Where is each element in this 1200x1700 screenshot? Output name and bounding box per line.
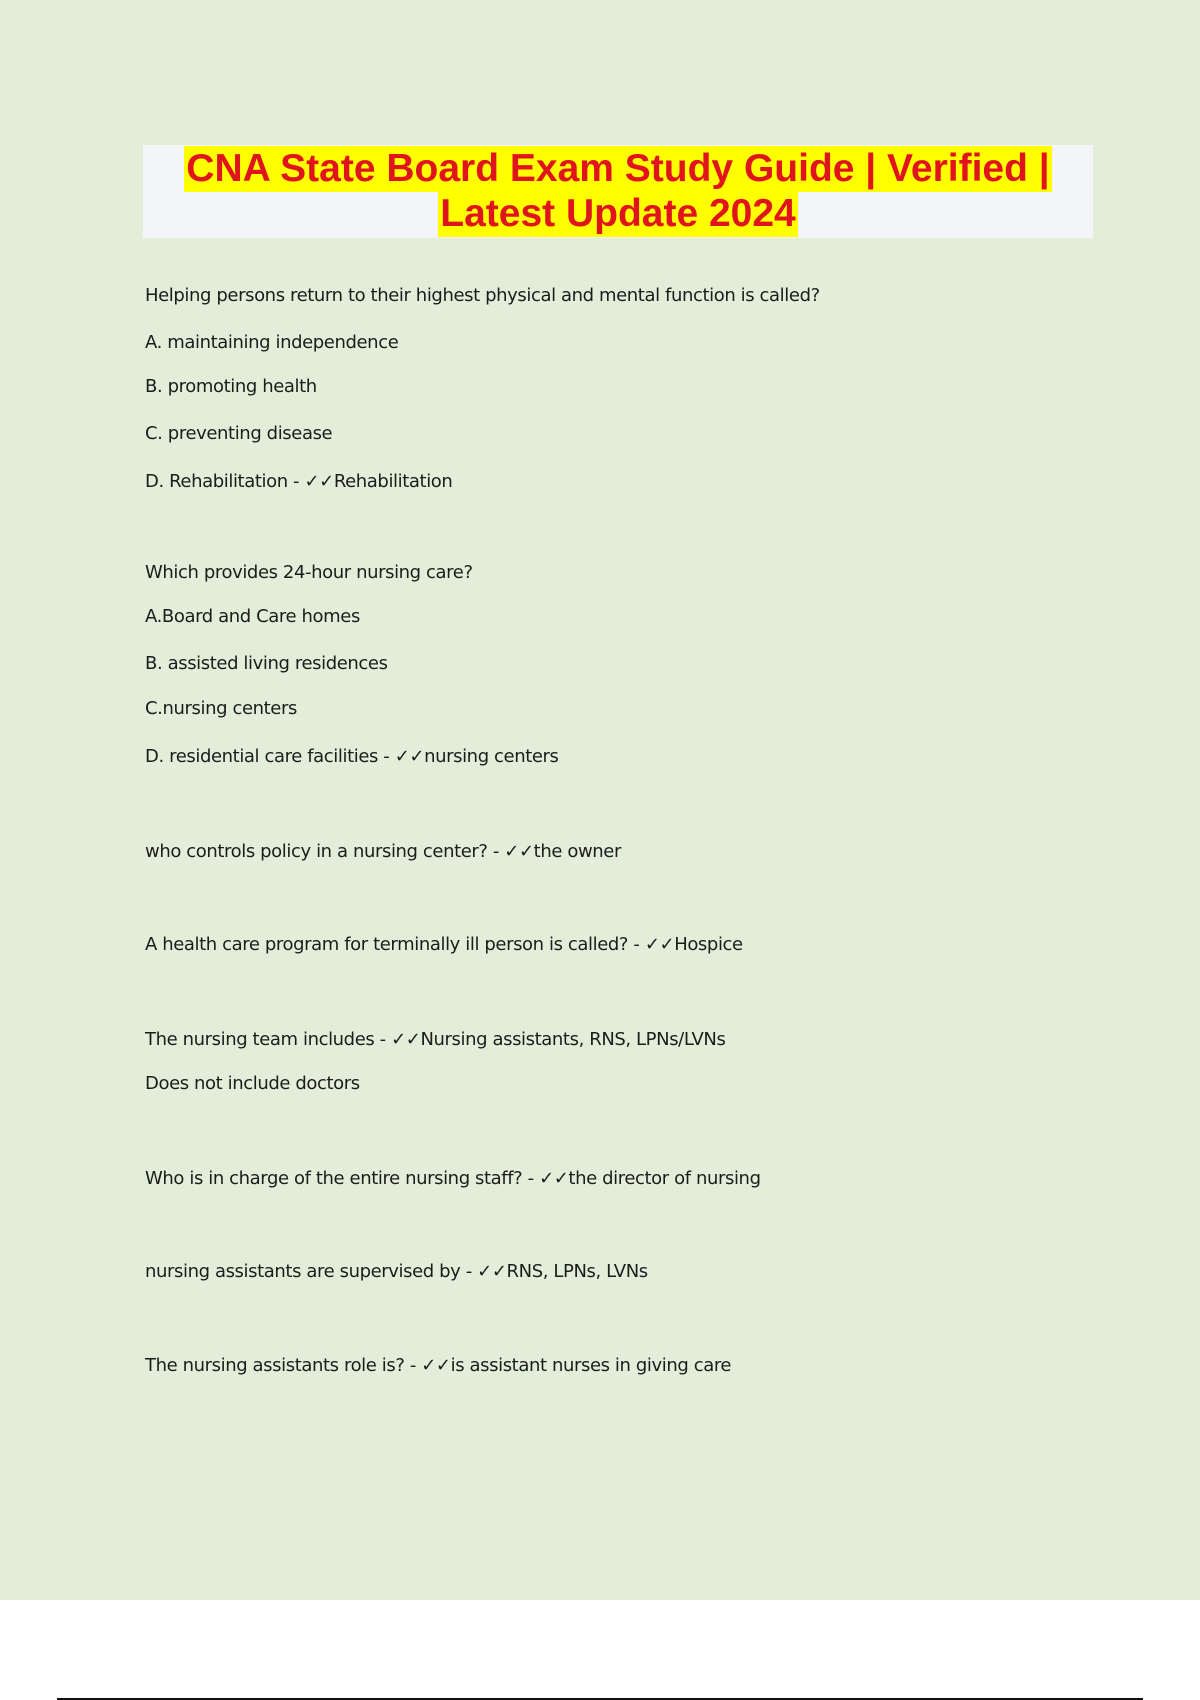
question-1-option-b: B. promoting health: [145, 376, 317, 397]
document-title-line-1: CNA State Board Exam Study Guide | Verified |: [186, 147, 1050, 190]
question-7-answer: nursing assistants are supervised by - ✓✓RNS, LPNs, LVNs: [145, 1261, 648, 1282]
document-title-line-2: Latest Update 2024: [440, 192, 796, 235]
question-5-note: Does not include doctors: [145, 1073, 360, 1094]
question-1-text: Helping persons return to their highest physical and mental function is called?: [145, 285, 820, 306]
question-2-text: Which provides 24-hour nursing care?: [145, 562, 473, 583]
title-box: [143, 145, 1093, 238]
question-4-answer: A health care program for terminally ill person is called? - ✓✓Hospice: [145, 934, 743, 955]
question-8-answer: The nursing assistants role is? - ✓✓is assistant nurses in giving care: [145, 1355, 732, 1376]
question-6-answer: Who is in charge of the entire nursing staff? - ✓✓the director of nursing: [145, 1168, 761, 1189]
question-2-option-b: B. assisted living residences: [145, 653, 388, 674]
question-1-option-c: C. preventing disease: [145, 423, 333, 444]
question-1-option-d-answer: D. Rehabilitation - ✓✓Rehabilitation: [145, 471, 453, 492]
question-2-option-a: A.Board and Care homes: [145, 606, 360, 627]
question-3-answer: who controls policy in a nursing center? - ✓✓the owner: [145, 841, 621, 862]
question-5-answer: The nursing team includes - ✓✓Nursing assistants, RNS, LPNs/LVNs: [145, 1029, 726, 1050]
question-2-option-c: C.nursing centers: [145, 698, 297, 719]
question-2-option-d-answer: D. residential care facilities - ✓✓nursing centers: [145, 746, 559, 767]
question-1-option-a: A. maintaining independence: [145, 332, 399, 353]
